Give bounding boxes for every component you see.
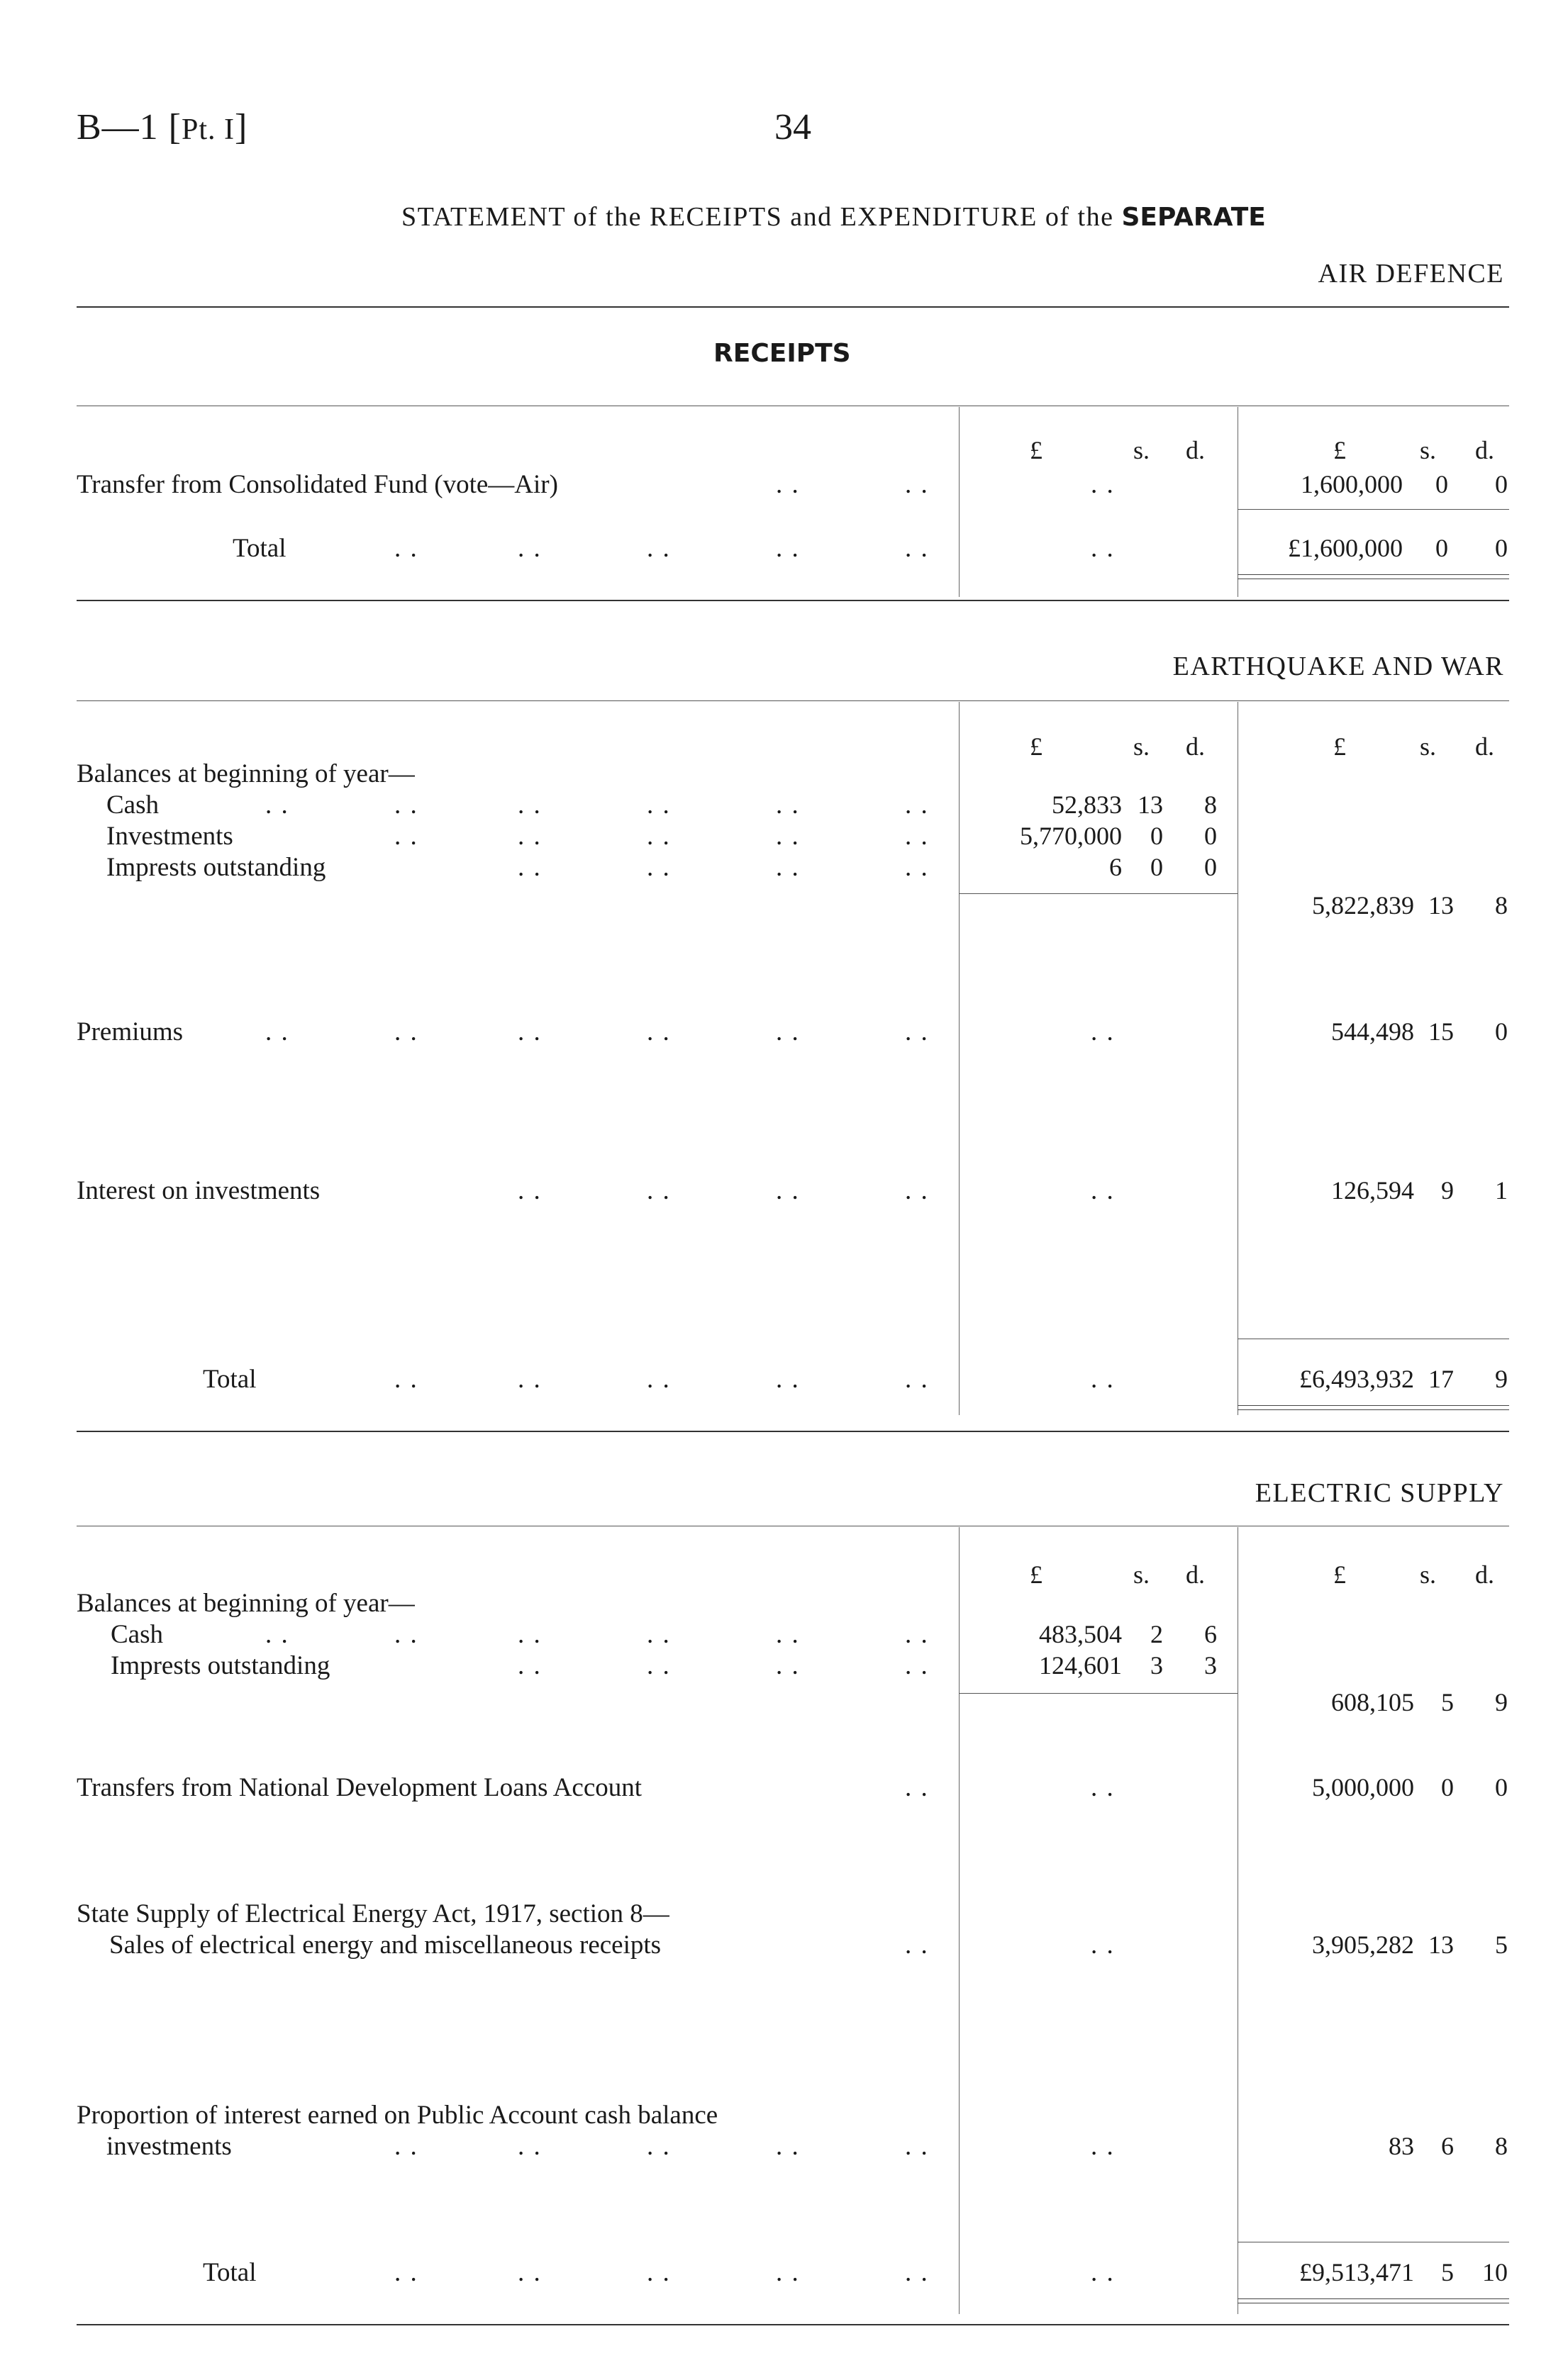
unit-shilling: s. <box>1420 732 1437 761</box>
amount-pence: 0 <box>1204 853 1217 881</box>
inner-column-empty: . . <box>1091 2258 1115 2287</box>
inner-column-empty: . . <box>1091 1931 1115 1960</box>
leader-dots: . . <box>518 1620 542 1649</box>
row-label: Imprests outstanding <box>111 1651 330 1680</box>
unit-pound: £ <box>1333 732 1346 761</box>
amount-pounds: 5,770,000 <box>1020 822 1122 850</box>
total-label: Total <box>233 534 287 563</box>
leader-dots: . . <box>647 2258 671 2287</box>
leader-dots: . . <box>905 1017 929 1046</box>
leader-dots: . . <box>905 470 929 499</box>
leader-dots: . . <box>647 853 671 882</box>
leader-dots: . . <box>518 1365 542 1394</box>
unit-pence: d. <box>1475 1560 1494 1589</box>
total-label: Total <box>203 1365 257 1394</box>
total-pence: 0 <box>1495 534 1508 562</box>
unit-pence: d. <box>1186 436 1205 464</box>
amount-pence: 8 <box>1495 2132 1508 2160</box>
leader-dots: . . <box>518 534 542 563</box>
total-pounds: £6,493,932 <box>1299 1365 1414 1393</box>
leader-dots: . . <box>265 1017 289 1046</box>
row-label: Interest on investments <box>77 1176 321 1205</box>
total-double-rule <box>1238 574 1509 579</box>
amount-pence: 8 <box>1204 790 1217 819</box>
total-pence: 9 <box>1495 1365 1508 1393</box>
total-label: Total <box>203 2258 257 2287</box>
leader-dots: . . <box>518 790 542 820</box>
section-heading-electric-supply: ELECTRIC SUPPLY <box>1255 1478 1504 1508</box>
amount-pounds: 1,600,000 <box>1301 470 1403 498</box>
total-pounds: £9,513,471 <box>1299 2258 1414 2286</box>
amount-pence: 0 <box>1204 822 1217 850</box>
subtotal-rule <box>959 893 1238 894</box>
receipts-heading: RECEIPTS <box>713 339 851 368</box>
column-divider <box>959 702 960 1415</box>
amount-shillings: 13 <box>1428 1931 1454 1959</box>
unit-shilling: s. <box>1133 1560 1150 1589</box>
amount-shillings: 0 <box>1435 470 1448 498</box>
inner-column-empty: . . <box>1091 1365 1115 1394</box>
amount-pounds: 544,498 <box>1331 1017 1414 1046</box>
unit-pence: d. <box>1186 732 1205 761</box>
leader-dots: . . <box>518 1017 542 1046</box>
section-rule <box>77 306 1509 308</box>
leader-dots: . . <box>905 534 929 563</box>
amount-pence: 0 <box>1495 1017 1508 1046</box>
total-double-rule <box>1238 1405 1509 1410</box>
inner-column-empty: . . <box>1091 470 1115 499</box>
unit-pound: £ <box>1030 1560 1042 1589</box>
inner-column-empty: . . <box>1091 1017 1115 1046</box>
amount-pence: 0 <box>1495 1773 1508 1801</box>
leader-dots: . . <box>776 1176 800 1205</box>
leader-dots: . . <box>905 1931 929 1960</box>
total-pounds: £1,600,000 <box>1288 534 1403 562</box>
total-pence: 10 <box>1482 2258 1508 2286</box>
leader-dots: . . <box>518 2132 542 2161</box>
unit-shilling: s. <box>1420 1560 1437 1589</box>
row-label: Cash <box>111 1620 163 1649</box>
leader-dots: . . <box>776 470 800 499</box>
leader-dots: . . <box>647 1620 671 1649</box>
amount-pence: 6 <box>1204 1620 1217 1648</box>
leader-dots: . . <box>776 534 800 563</box>
row-label: Imprests outstanding <box>106 853 326 882</box>
unit-shilling: s. <box>1133 436 1150 464</box>
statement-title: STATEMENT of the RECEIPTS and EXPENDITURE of the SEPARATE <box>401 202 1266 232</box>
unit-pence: d. <box>1475 436 1494 464</box>
balances-total-pounds: 608,105 <box>1331 1688 1414 1716</box>
amount-pence: 0 <box>1495 470 1508 498</box>
row-label: Premiums <box>77 1017 184 1046</box>
unit-pence: d. <box>1186 1560 1205 1589</box>
leader-dots: . . <box>905 1773 929 1802</box>
total-shillings: 0 <box>1435 534 1448 562</box>
leader-dots: . . <box>647 822 671 851</box>
leader-dots: . . <box>518 853 542 882</box>
leader-dots: . . <box>647 534 671 563</box>
leader-dots: . . <box>647 1017 671 1046</box>
balances-total-shillings: 13 <box>1428 891 1454 920</box>
amount-pounds: 83 <box>1389 2132 1414 2160</box>
unit-pound: £ <box>1030 732 1042 761</box>
section-end-rule <box>77 2324 1509 2325</box>
balances-total-pence: 8 <box>1495 891 1508 920</box>
leader-dots: . . <box>518 822 542 851</box>
balances-total-pence: 9 <box>1495 1688 1508 1716</box>
leader-dots: . . <box>647 2132 671 2161</box>
amount-pounds: 126,594 <box>1331 1176 1414 1205</box>
leader-dots: . . <box>265 790 289 820</box>
leader-dots: . . <box>394 1017 418 1046</box>
unit-pound: £ <box>1333 436 1346 464</box>
subtotal-rule <box>1238 509 1509 510</box>
leader-dots: . . <box>905 822 929 851</box>
unit-shilling: s. <box>1420 436 1437 464</box>
row-label: Investments <box>106 822 233 851</box>
leader-dots: . . <box>905 1620 929 1649</box>
section-end-rule <box>77 600 1509 601</box>
table-header-rule <box>77 700 1509 701</box>
total-double-rule <box>1238 2298 1509 2303</box>
amount-pounds: 52,833 <box>1052 790 1122 819</box>
amount-shillings: 15 <box>1428 1017 1454 1046</box>
leader-dots: . . <box>394 2132 418 2161</box>
unit-pence: d. <box>1475 732 1494 761</box>
amount-shillings: 0 <box>1150 853 1163 881</box>
inner-column-empty: . . <box>1091 1773 1115 1802</box>
amount-shillings: 2 <box>1150 1620 1163 1648</box>
balances-total-pounds: 5,822,839 <box>1312 891 1414 920</box>
amount-pounds: 6 <box>1109 853 1122 881</box>
leader-dots: . . <box>647 1365 671 1394</box>
leader-dots: . . <box>647 790 671 820</box>
unit-pound: £ <box>1333 1560 1346 1589</box>
section-end-rule <box>77 1431 1509 1432</box>
leader-dots: . . <box>905 853 929 882</box>
page-number: 34 <box>774 107 811 147</box>
leader-dots: . . <box>265 1620 289 1649</box>
leader-dots: . . <box>394 822 418 851</box>
leader-dots: . . <box>905 1651 929 1680</box>
leader-dots: . . <box>905 2258 929 2287</box>
leader-dots: . . <box>394 1620 418 1649</box>
balances-label: Balances at beginning of year— <box>77 1589 415 1618</box>
unit-pound: £ <box>1030 436 1042 464</box>
column-divider <box>959 1527 960 2314</box>
inner-column-empty: . . <box>1091 2132 1115 2161</box>
amount-shillings: 6 <box>1441 2132 1454 2160</box>
leader-dots: . . <box>394 534 418 563</box>
balances-total-shillings: 5 <box>1441 1688 1454 1716</box>
row-label: Transfer from Consolidated Fund (vote—Air) <box>77 470 558 499</box>
section-heading-air-defence: AIR DEFENCE <box>1318 259 1504 289</box>
inner-column-empty: . . <box>1091 1176 1115 1205</box>
leader-dots: . . <box>776 790 800 820</box>
leader-dots: . . <box>647 1651 671 1680</box>
row-label: State Supply of Electrical Energy Act, 1917, section 8— <box>77 1899 669 1928</box>
leader-dots: . . <box>905 1176 929 1205</box>
total-shillings: 5 <box>1441 2258 1454 2286</box>
leader-dots: . . <box>518 1176 542 1205</box>
amount-pounds: 3,905,282 <box>1312 1931 1414 1959</box>
amount-pounds: 5,000,000 <box>1312 1773 1414 1801</box>
amount-shillings: 0 <box>1150 822 1163 850</box>
row-sub-label: Sales of electrical energy and miscellaneous receipts <box>109 1931 662 1960</box>
leader-dots: . . <box>394 790 418 820</box>
unit-shilling: s. <box>1133 732 1150 761</box>
row-label: Cash <box>106 790 159 820</box>
leader-dots: . . <box>776 853 800 882</box>
leader-dots: . . <box>394 1365 418 1394</box>
amount-pounds: 483,504 <box>1039 1620 1122 1648</box>
leader-dots: . . <box>518 1651 542 1680</box>
leader-dots: . . <box>776 822 800 851</box>
page-reference: B—1 [Pt. I] <box>77 107 248 147</box>
column-divider <box>959 407 960 597</box>
amount-pounds: 124,601 <box>1039 1651 1122 1680</box>
leader-dots: . . <box>905 790 929 820</box>
amount-shillings: 3 <box>1150 1651 1163 1680</box>
leader-dots: . . <box>776 1365 800 1394</box>
leader-dots: . . <box>776 1651 800 1680</box>
leader-dots: . . <box>776 2258 800 2287</box>
leader-dots: . . <box>905 2132 929 2161</box>
row-sub-label: investments <box>106 2132 232 2161</box>
amount-pence: 3 <box>1204 1651 1217 1680</box>
amount-shillings: 13 <box>1138 790 1163 819</box>
leader-dots: . . <box>776 2132 800 2161</box>
amount-shillings: 9 <box>1441 1176 1454 1205</box>
amount-pence: 1 <box>1495 1176 1508 1205</box>
inner-column-empty: . . <box>1091 534 1115 563</box>
leader-dots: . . <box>394 2258 418 2287</box>
leader-dots: . . <box>647 1176 671 1205</box>
section-heading-earthquake-and-war: EARTHQUAKE AND WAR <box>1172 652 1504 681</box>
leader-dots: . . <box>905 1365 929 1394</box>
row-label: Proportion of interest earned on Public Account cash balance <box>77 2101 718 2130</box>
total-shillings: 17 <box>1428 1365 1454 1393</box>
row-label: Transfers from National Development Loans Account <box>77 1773 643 1802</box>
leader-dots: . . <box>776 1017 800 1046</box>
leader-dots: . . <box>518 2258 542 2287</box>
amount-pence: 5 <box>1495 1931 1508 1959</box>
amount-shillings: 0 <box>1441 1773 1454 1801</box>
subtotal-rule <box>959 1693 1238 1694</box>
balances-label: Balances at beginning of year— <box>77 759 415 788</box>
leader-dots: . . <box>776 1620 800 1649</box>
